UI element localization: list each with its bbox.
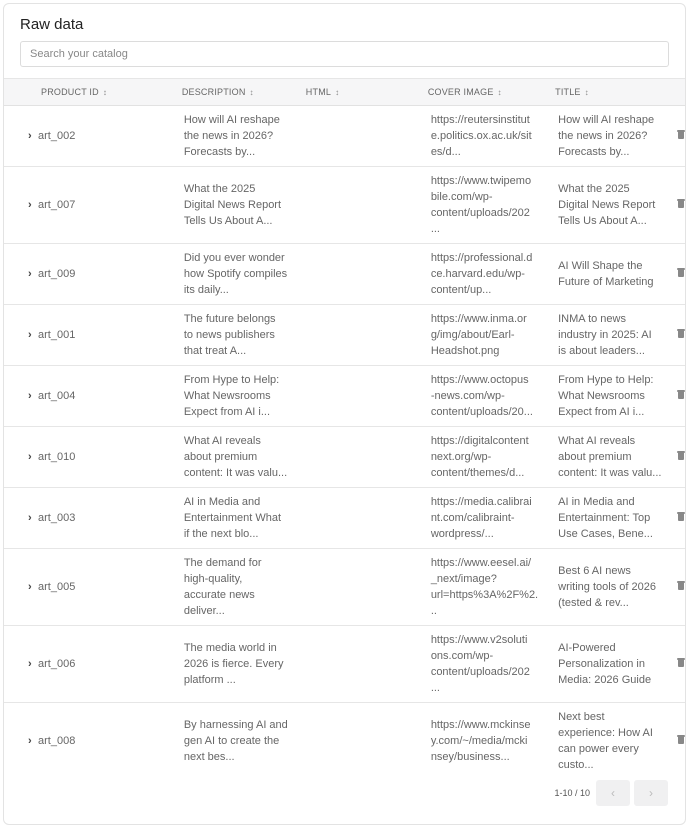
expand-row-icon[interactable]: › xyxy=(28,329,32,341)
cover-image-line: https://professional.d xyxy=(430,252,533,264)
title-cell xyxy=(538,703,667,780)
table-row[interactable] xyxy=(4,106,685,167)
html-cell xyxy=(289,305,411,366)
title-line: is about leaders... xyxy=(558,345,645,357)
delete-trash-icon[interactable] xyxy=(677,130,685,139)
title-line: What the 2025 xyxy=(558,183,630,195)
html-cell xyxy=(289,106,411,167)
cover-image-line: https://reutersinstitut xyxy=(430,114,530,126)
title-line: Best 6 AI news xyxy=(558,565,631,577)
product-id: art_004 xyxy=(38,390,76,402)
title-line: the news in 2026? xyxy=(558,130,648,142)
html-cell xyxy=(289,549,411,626)
cover-image-line: bile.com/wp- xyxy=(430,191,493,203)
cover-image-line: content/uploads/202 xyxy=(430,207,530,219)
title-line: writing tools of 2026 xyxy=(558,581,656,593)
description-line: What Newsrooms xyxy=(183,390,271,402)
description-line: deliver... xyxy=(183,605,225,617)
table-row[interactable] xyxy=(4,549,685,626)
cover-image-line: ce.harvard.edu/wp- xyxy=(430,268,525,280)
header-label: HTML xyxy=(305,87,332,97)
cover-image-line: url=https%3A%2F%2. xyxy=(430,589,539,601)
cover-image-line: ons.com/wp- xyxy=(430,650,494,662)
description-cell xyxy=(165,427,289,488)
description-line: how Spotify compiles xyxy=(183,268,288,280)
description-cell xyxy=(165,305,289,366)
table-row[interactable] xyxy=(4,703,685,780)
description-line: about premium xyxy=(183,451,258,463)
title-line: AI-Powered xyxy=(558,642,616,654)
sort-icon: ↕ xyxy=(335,88,340,97)
cover-image-cell xyxy=(411,366,538,427)
delete-trash-icon[interactable] xyxy=(677,329,685,338)
cover-image-line: https://www.inma.or xyxy=(430,313,527,325)
product-id: art_002 xyxy=(38,130,76,142)
description-line: The future belongs xyxy=(183,313,276,325)
pagination-label: 1-10 / 10 xyxy=(554,788,590,798)
description-cell xyxy=(165,106,289,167)
expand-row-icon[interactable]: › xyxy=(28,581,32,593)
table-row[interactable] xyxy=(4,488,685,549)
title-line: can power every xyxy=(558,743,639,755)
delete-trash-icon[interactable] xyxy=(677,199,685,208)
cover-image-line: wordpress/... xyxy=(430,528,494,540)
description-line: 2026 is fierce. Every xyxy=(183,658,284,670)
column-header-title[interactable] xyxy=(538,79,667,106)
html-cell xyxy=(289,167,411,244)
title-cell xyxy=(538,626,667,703)
title-line: Use Cases, Bene... xyxy=(558,528,653,540)
sort-icon: ↕ xyxy=(497,88,502,97)
product-id: art_006 xyxy=(38,658,76,670)
title-line: INMA to news xyxy=(558,313,626,325)
title-cell xyxy=(538,244,667,305)
description-cell xyxy=(165,549,289,626)
table-row[interactable] xyxy=(4,167,685,244)
description-line: From Hype to Help: xyxy=(183,374,280,386)
cover-image-line: content/uploads/20... xyxy=(430,406,533,418)
cover-image-cell xyxy=(411,305,538,366)
description-line: Forecasts by... xyxy=(183,146,256,158)
cover-image-line: es/d... xyxy=(430,146,461,158)
delete-trash-icon[interactable] xyxy=(677,390,685,399)
cover-image-line: _next/image? xyxy=(430,573,497,585)
data-table xyxy=(4,78,685,779)
cover-image-cell xyxy=(411,244,538,305)
html-cell xyxy=(289,366,411,427)
cover-image-cell xyxy=(411,626,538,703)
product-id: art_001 xyxy=(38,329,76,341)
description-line: AI in Media and xyxy=(183,496,261,508)
cover-image-line: g/img/about/Earl- xyxy=(430,329,515,341)
description-line: gen AI to create the xyxy=(183,735,280,747)
column-header-html[interactable] xyxy=(289,79,411,106)
description-line: to news publishers xyxy=(183,329,275,341)
expand-row-icon[interactable]: › xyxy=(28,199,32,211)
title-line: custo... xyxy=(558,759,594,771)
description-line: The media world in xyxy=(183,642,277,654)
delete-trash-icon[interactable] xyxy=(677,451,685,460)
cover-image-line: nsey/business... xyxy=(430,751,510,763)
description-line: that treat A... xyxy=(183,345,247,357)
cover-image-line: y.com/~/media/mcki xyxy=(430,735,528,747)
description-line: the news in 2026? xyxy=(183,130,274,142)
description-cell xyxy=(165,703,289,780)
description-line: Digital News Report xyxy=(183,199,282,211)
title-line: Tells Us About A... xyxy=(558,215,647,227)
cover-image-line: https://www.mckinse xyxy=(430,719,531,731)
cover-image-line: https://www.twipemo xyxy=(430,175,532,187)
column-header-product-id[interactable] xyxy=(28,79,165,106)
cover-image-line: content/uploads/202 xyxy=(430,666,530,678)
header-label: COVER IMAGE xyxy=(427,87,494,97)
description-cell xyxy=(165,244,289,305)
product-id: art_010 xyxy=(38,451,76,463)
title-line: What AI reveals xyxy=(558,435,636,447)
header-label: TITLE xyxy=(555,87,581,97)
product-id: art_003 xyxy=(38,512,76,524)
description-cell xyxy=(165,366,289,427)
title-line: Forecasts by... xyxy=(558,146,630,158)
cover-image-cell xyxy=(411,106,538,167)
column-header-cover-image[interactable] xyxy=(411,79,538,106)
prev-page-button[interactable]: ‹ xyxy=(596,780,630,806)
cover-image-line: -news.com/wp- xyxy=(430,390,505,402)
table-row[interactable] xyxy=(4,626,685,703)
expand-row-icon[interactable]: › xyxy=(28,512,32,524)
description-line: Tells Us About A... xyxy=(183,215,273,227)
html-cell xyxy=(289,626,411,703)
sort-icon: ↕ xyxy=(249,88,254,97)
description-line: high-quality, xyxy=(183,573,243,585)
header-label: DESCRIPTION xyxy=(181,87,246,97)
description-line: accurate news xyxy=(183,589,255,601)
expand-row-icon[interactable]: › xyxy=(28,451,32,463)
table-row[interactable] xyxy=(4,305,685,366)
expand-row-icon[interactable]: › xyxy=(28,268,32,280)
cover-image-line: https://www.eesel.ai/ xyxy=(430,557,532,569)
description-line: What the 2025 xyxy=(183,183,256,195)
header-label: PRODUCT ID xyxy=(41,87,99,97)
title-line: industry in 2025: AI xyxy=(558,329,652,341)
title-line: From Hype to Help: xyxy=(558,374,654,386)
description-line: Did you ever wonder xyxy=(183,252,285,264)
description-line: The demand for xyxy=(183,557,262,569)
cover-image-cell xyxy=(411,549,538,626)
title-line: How will AI reshape xyxy=(558,114,655,126)
search-input[interactable] xyxy=(20,41,669,67)
product-id: art_005 xyxy=(38,581,76,593)
cover-image-line: content/up... xyxy=(430,284,492,296)
product-id: art_007 xyxy=(38,199,76,211)
raw-data-panel xyxy=(3,3,686,825)
title-line: Digital News Report xyxy=(558,199,656,211)
title-cell xyxy=(538,488,667,549)
cover-image-line: ... xyxy=(430,682,440,694)
sort-icon: ↕ xyxy=(102,88,108,97)
title-line: Personalization in xyxy=(558,658,645,670)
title-cell xyxy=(538,427,667,488)
cover-image-line: next.org/wp- xyxy=(430,451,492,463)
title-line: AI in Media and xyxy=(558,496,635,508)
cover-image-line: Headshot.png xyxy=(430,345,500,357)
html-cell xyxy=(289,488,411,549)
expand-row-icon[interactable]: › xyxy=(28,658,32,670)
description-line: next bes... xyxy=(183,751,235,763)
cover-image-line: nt.com/calibraint- xyxy=(430,512,515,524)
cover-image-cell xyxy=(411,167,538,244)
table-row[interactable] xyxy=(4,244,685,305)
pagination xyxy=(554,780,668,806)
cover-image-line: https://media.calibrai xyxy=(430,496,532,508)
title-cell xyxy=(538,305,667,366)
sort-icon: ↕ xyxy=(584,88,589,97)
description-cell xyxy=(165,167,289,244)
title-cell xyxy=(538,366,667,427)
table-header xyxy=(4,79,685,106)
cover-image-line: content/themes/d... xyxy=(430,467,525,479)
title-line: Expect from AI i... xyxy=(558,406,645,418)
title-cell xyxy=(538,106,667,167)
cover-image-cell xyxy=(411,427,538,488)
expand-row-icon[interactable]: › xyxy=(28,735,32,747)
html-cell xyxy=(289,244,411,305)
expand-row-icon[interactable]: › xyxy=(28,130,32,142)
product-id: art_009 xyxy=(38,268,76,280)
column-header-description[interactable] xyxy=(165,79,289,106)
description-line: How will AI reshape xyxy=(183,114,280,126)
cover-image-line: https://www.v2soluti xyxy=(430,634,528,646)
delete-trash-icon[interactable] xyxy=(677,512,685,521)
description-cell xyxy=(165,626,289,703)
title-line: about premium xyxy=(558,451,632,463)
title-line: content: It was valu... xyxy=(558,467,662,479)
title-cell xyxy=(538,167,667,244)
title-line: (tested & rev... xyxy=(558,597,629,609)
description-line: Expect from AI i... xyxy=(183,406,271,418)
description-line: content: It was valu... xyxy=(183,467,288,479)
product-id: art_008 xyxy=(38,735,76,747)
description-line: its daily... xyxy=(183,284,229,296)
cover-image-line: e.politics.ox.ac.uk/sit xyxy=(430,130,532,142)
title-line: Future of Marketing xyxy=(558,276,654,288)
description-line: By harnessing AI and xyxy=(183,719,288,731)
delete-trash-icon[interactable] xyxy=(677,658,685,667)
expand-row-icon[interactable]: › xyxy=(28,390,32,402)
html-cell xyxy=(289,427,411,488)
description-line: platform ... xyxy=(183,674,236,686)
html-cell xyxy=(289,703,411,780)
delete-trash-icon[interactable] xyxy=(677,268,685,277)
description-cell xyxy=(165,488,289,549)
description-line: What AI reveals xyxy=(183,435,261,447)
cover-image-line: ... xyxy=(430,223,440,235)
next-page-button[interactable]: › xyxy=(634,780,668,806)
title-line: Next best xyxy=(558,711,605,723)
cover-image-line: .. xyxy=(430,605,437,617)
cover-image-line: https://www.octopus xyxy=(430,374,529,386)
title-line: What Newsrooms xyxy=(558,390,645,402)
panel-title: Raw data xyxy=(20,16,84,33)
description-line: Entertainment What xyxy=(183,512,282,524)
title-cell xyxy=(538,549,667,626)
delete-trash-icon[interactable] xyxy=(677,735,685,744)
delete-trash-icon[interactable] xyxy=(677,581,685,590)
table-row[interactable] xyxy=(4,366,685,427)
title-line: AI Will Shape the xyxy=(558,260,643,272)
description-line: if the next blo... xyxy=(183,528,259,540)
title-line: Entertainment: Top xyxy=(558,512,651,524)
table-row[interactable] xyxy=(4,427,685,488)
cover-image-cell xyxy=(411,703,538,780)
cover-image-line: https://digitalcontent xyxy=(430,435,529,447)
title-line: experience: How AI xyxy=(558,727,653,739)
cover-image-cell xyxy=(411,488,538,549)
title-line: Media: 2026 Guide xyxy=(558,674,652,686)
